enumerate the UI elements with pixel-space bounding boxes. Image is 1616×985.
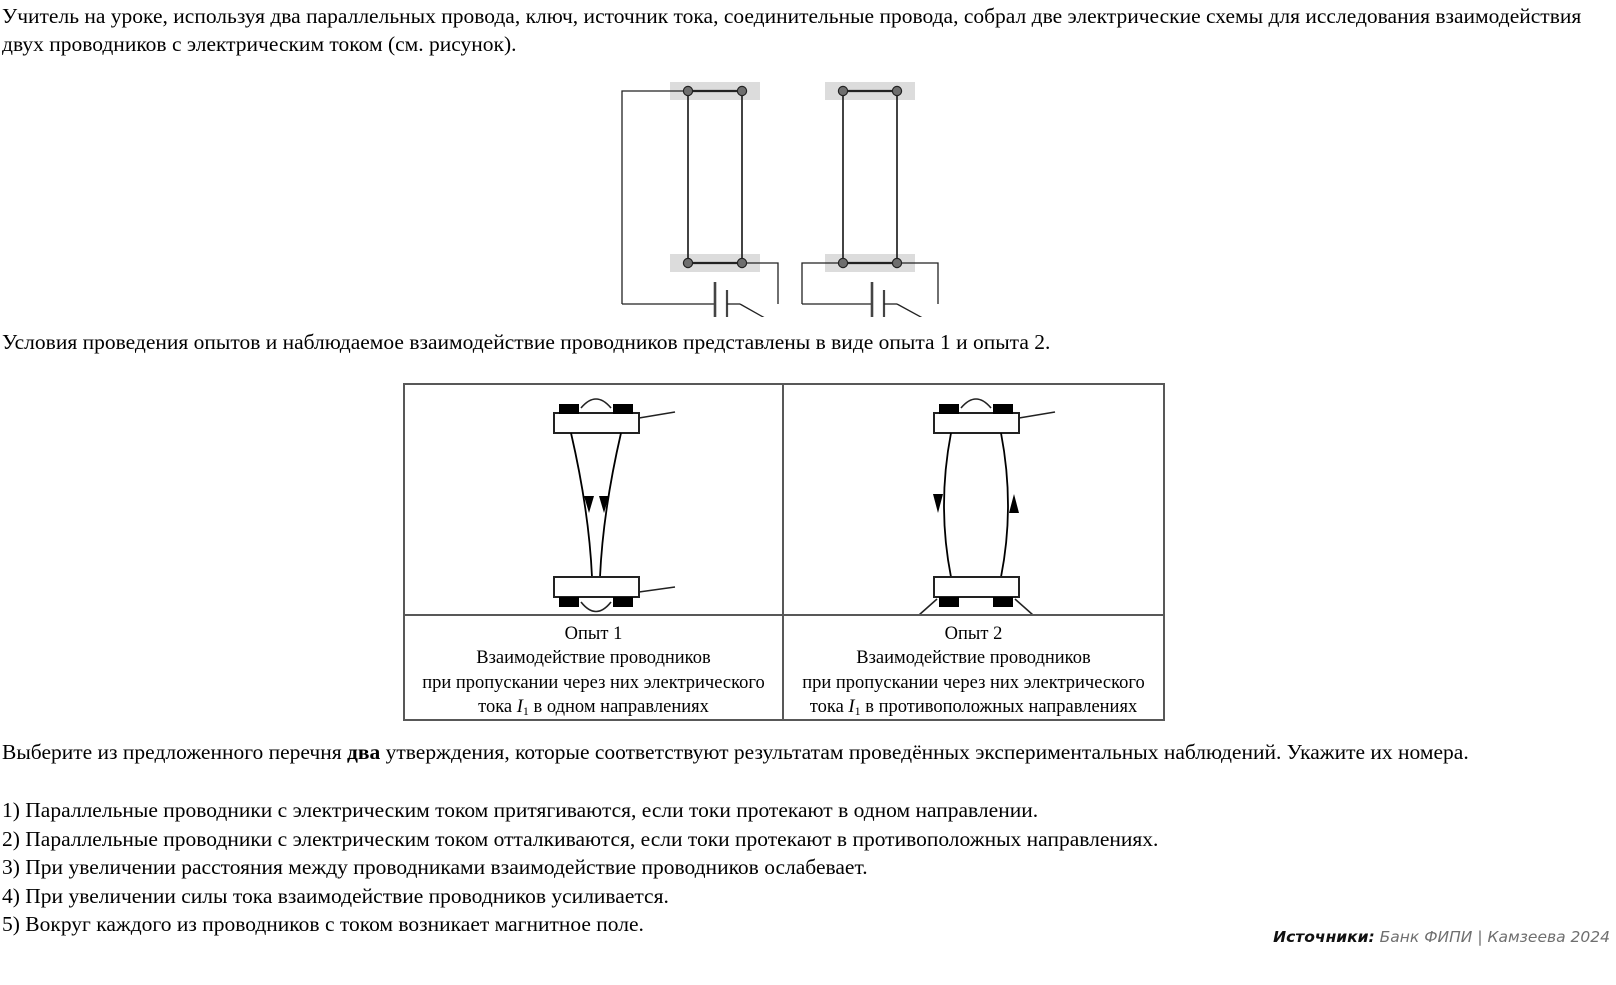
experiment-cell-2 (784, 385, 1163, 719)
bottom-holder-2 (919, 577, 1033, 615)
experiment-figure-1 (405, 385, 782, 616)
current-symbol-1: I (516, 697, 523, 718)
line4-prefix-1: тока (478, 697, 517, 718)
source-label: Источники: (1273, 928, 1375, 946)
experiment-line2-1: Взаимодействие проводников (476, 648, 711, 669)
middle-paragraph: Условия проведения опытов и наблюдаемое взаимодействие проводников представлены в виде опыта 1 и опыта 2. (2, 330, 1051, 354)
source-footer (1273, 928, 1610, 946)
experiment-line2-2: Взаимодействие проводников (856, 648, 1091, 669)
experiment-line4-1 (405, 695, 782, 719)
line4-suffix-2: в противоположных направлениях (860, 697, 1138, 718)
experiment-figure-2 (784, 385, 1163, 616)
experiment-line3-2: при пропускании через них электрического (802, 672, 1145, 693)
question-bold-word: два (347, 740, 381, 764)
current-subscript-1: 1 (522, 704, 529, 719)
experiment-caption-2 (784, 616, 1163, 719)
question-before-bold: Выберите из предложенного перечня (2, 740, 347, 764)
answer-option-4[interactable]: 4) При увеличении силы тока взаимодействие проводников усиливается. (2, 883, 669, 908)
answer-option-5[interactable]: 5) Вокруг каждого из проводников с током возникает магнитное поле. (2, 912, 644, 936)
intro-paragraph: Учитель на уроке, используя два параллельных провода, ключ, источник тока, соединительные провода, собрал две электрические схемы для исследования взаимодействия двух проводников с электрическим током (см. рисунок). (2, 4, 1582, 56)
answer-option-2[interactable]: 2) Параллельные проводники с электрическим током отталкиваются, если токи протекают в противоположных направлениях. (2, 826, 1159, 851)
top-holder-1 (554, 399, 675, 433)
experiment-title-1: Опыт 1 (564, 623, 623, 644)
experiment-caption-1 (405, 616, 782, 719)
question-after-bold: утверждения, которые соответствуют результатам проведённых экспериментальных наблюдений. Укажите их номера. (380, 740, 1469, 764)
answer-option-3[interactable]: 3) При увеличении расстояния между проводниками взаимодействие проводников ослабевает. (2, 855, 868, 879)
experiment-line4-2 (784, 695, 1163, 719)
answer-option-1[interactable]: 1) Параллельные проводники с электрическим током притягиваются, если токи протекают в одном направлении. (2, 798, 1039, 822)
circuit-diagrams (600, 72, 960, 317)
experiment-title-2: Опыт 2 (944, 623, 1003, 644)
current-arrow-up-right-2 (1009, 494, 1019, 513)
current-arrow-down-left-2 (933, 494, 943, 513)
current-subscript-2: 1 (854, 704, 861, 719)
bottom-holder-1 (554, 577, 675, 612)
question-prompt (2, 738, 1612, 767)
line4-prefix-2: тока (809, 697, 849, 718)
experiments-table (403, 383, 1165, 721)
answer-options-list (2, 796, 1602, 939)
current-symbol-2: I (848, 697, 855, 718)
experiment-line3-1: при пропускании через них электрического (422, 672, 765, 693)
source-value: Банк ФИПИ | Камзеева 2024 (1374, 928, 1610, 946)
circuit-right (802, 82, 938, 317)
top-holder-2 (934, 399, 1055, 433)
line4-suffix-1: в одном направлениях (528, 697, 709, 718)
circuit-left (622, 82, 778, 317)
experiment-cell-1 (405, 385, 784, 719)
